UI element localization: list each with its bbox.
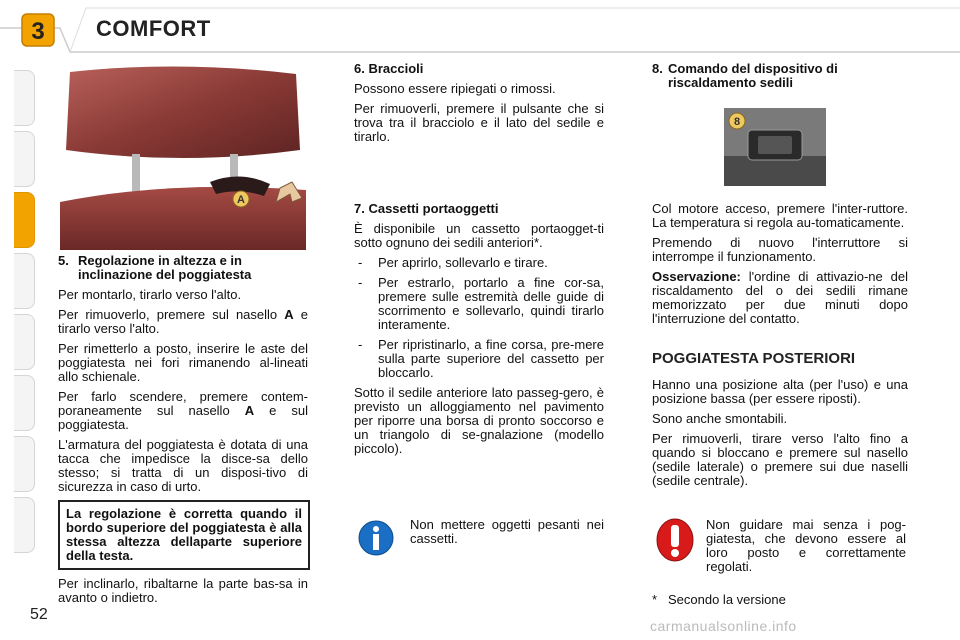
paragraph: Premendo di nuovo l'interruttore si interrompe il funzionamento. [652, 235, 908, 264]
footnote [652, 593, 786, 607]
section-title: POGGIATESTA POSTERIORI [652, 350, 856, 367]
column-2-top [354, 62, 604, 150]
list-item: - Per estrarlo, portarlo a fine cor-sa, premere sulle estremità delle guide di scorrimento e sollevarlo, quindi tirarlo interamente. [354, 276, 604, 332]
headrest-illustration [60, 62, 306, 250]
key-a: A [284, 307, 294, 322]
seat-heater-switch-illustration [724, 108, 826, 186]
item-6-title: 6. Braccioli [354, 61, 424, 76]
paragraph: Osservazione: l'ordine di attivazio-ne del riscaldamento del o dei sedili rimane memorizzato per due minuti dopo l'interruzione del contatto. [652, 269, 908, 326]
chapter-tab-8[interactable] [14, 497, 35, 553]
key-a: A [244, 403, 255, 418]
chapter-badge [20, 12, 56, 48]
paragraph: Per rimetterlo a posto, inserire le aste del poggiatesta nei fori rimanendo al-lineati allo schienale. [58, 341, 308, 384]
page-number: 52 [30, 606, 48, 623]
paragraph: Per inclinarlo, ribaltarne la parte bas-sa in avanto o indietro. [58, 576, 308, 605]
observation-label: Osservazione: [652, 269, 741, 284]
chapter-tab-7[interactable] [14, 436, 35, 492]
column-1 [58, 254, 308, 500]
item-7-title: 7. Cassetti portaoggetti [354, 201, 499, 216]
adjustment-note-box: La regolazione è corretta quando il bordo superiore del poggiatesta è alla stessa altezza dellaparte superiore della testa. [58, 500, 310, 570]
list-item: - Per aprirlo, sollevarlo e tirare. [354, 256, 604, 270]
paragraph: È disponibile un cassetto portaogget-ti sotto ognuno dei sedili anteriori*. [354, 221, 604, 250]
column-3-rear-headrests [652, 378, 908, 494]
column-2-bottom [354, 202, 604, 462]
footnote-mark: * [652, 592, 658, 607]
info-note-text: Non mettere oggetti pesanti nei cassetti. [410, 517, 604, 546]
item-8-title: Comando del dispositivo di riscaldamento sedili [668, 61, 838, 90]
info-icon [358, 518, 394, 558]
callout-8-label: 8 [733, 116, 741, 128]
paragraph: Per rimuoverli, tirare verso l'alto fino a quando si bloccano e premere sul nasello (sedile laterale) o premere sui due naselli (sedile centrale). [652, 431, 908, 488]
paragraph: Per rimuoverlo, premere sul nasello A e tirarlo verso l'alto. [58, 307, 308, 336]
watermark: carmanualsonline.info [650, 618, 797, 634]
chapter-tab-1[interactable] [14, 70, 35, 126]
warning-note-text: Non guidare mai senza i pog-giatesta, che devono essere al loro posto e correttamente regolati. [706, 517, 906, 574]
paragraph: Per montarlo, tirarlo verso l'alto. [58, 287, 242, 302]
callout-a-label: A [237, 194, 245, 206]
item-5-heading: 5. Regolazione in altezza e in inclinazione del poggiatesta [58, 254, 308, 282]
chapter-tab-6[interactable] [14, 375, 35, 431]
list-item: - Per ripristinarlo, a fine corsa, pre-mere sulla parte superiore del cassetto per bloccarlo. [354, 338, 604, 380]
chapter-tab-3-active[interactable] [14, 192, 35, 248]
chapter-tabs [14, 70, 36, 558]
paragraph: Sono anche smontabili. [652, 411, 788, 426]
item-8-heading: 8. Comando del dispositivo di riscaldamento sedili [652, 62, 908, 90]
page-title: COMFORT [96, 16, 211, 41]
chapter-tab-5[interactable] [14, 314, 35, 370]
paragraph: L'armatura del poggiatesta è dotata di una tacca che impedisce la disce-sa dello stesso; si tratta di un disposi-tivo di sicurezza in caso di urto. [58, 437, 308, 494]
paragraph: Hanno una posizione alta (per l'uso) e una posizione bassa (per essere riposti). [652, 377, 908, 406]
chapter-tab-4[interactable] [14, 253, 35, 309]
paragraph: Per farlo scendere, premere contem-poraneamente sul nasello A e sul poggiatesta. [58, 389, 308, 432]
footnote-text: Secondo la versione [668, 592, 786, 607]
paragraph: Sotto il sedile anteriore lato passeg-gero, è previsto un alloggiamento nel pavimento per riporre una borsa di pronto soccorso e un triangolo di se-gnalazione (modello piccolo). [354, 385, 604, 456]
chapter-number: 3 [31, 18, 45, 45]
paragraph: Possono essere ripiegati o rimossi. [354, 81, 556, 96]
paragraph: Col motore acceso, premere l'inter-ruttore. La temperatura si regola au-tomaticamente. [652, 201, 908, 230]
paragraph: Per rimuoverli, premere il pulsante che si trova tra il bracciolo e il lato del sedile e tirarlo. [354, 101, 604, 144]
chapter-tab-2[interactable] [14, 131, 35, 187]
item-5-title: Regolazione in altezza e in inclinazione del poggiatesta [78, 253, 252, 282]
warning-icon [656, 518, 694, 562]
item-7-list [354, 256, 604, 380]
column-3-body [652, 202, 908, 332]
